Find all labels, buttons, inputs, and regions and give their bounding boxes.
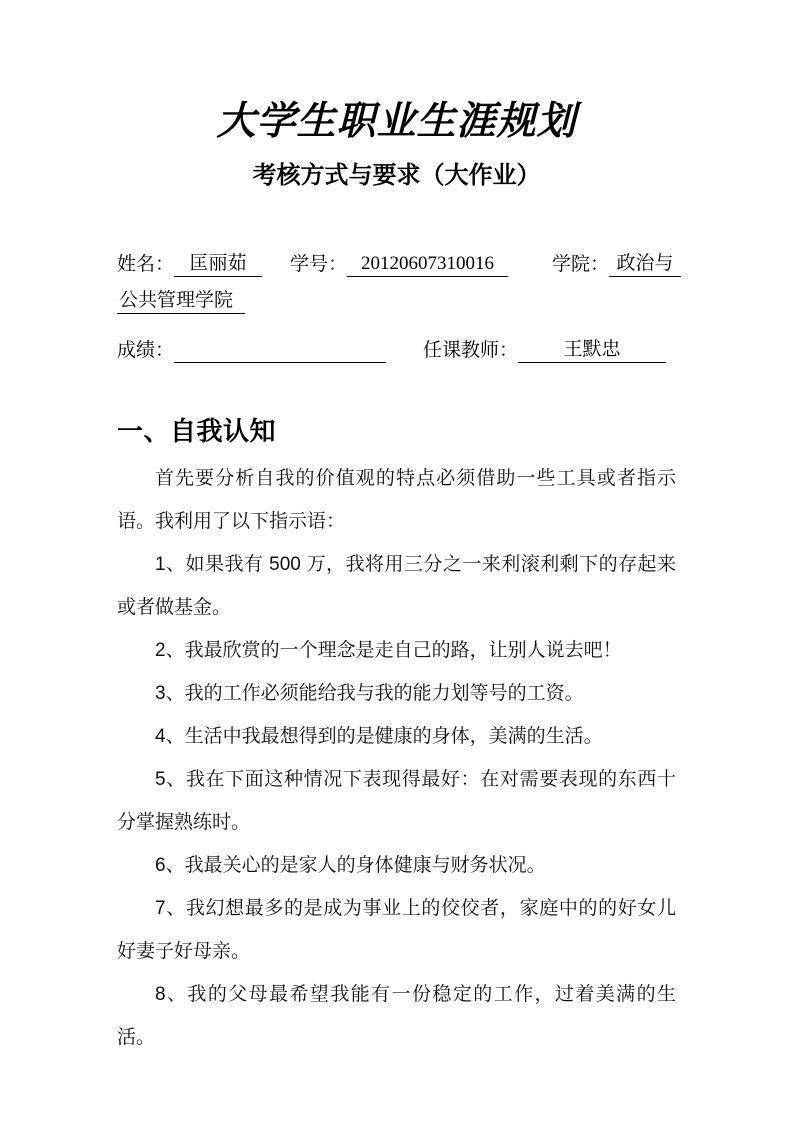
- score-value-blank: [174, 337, 386, 363]
- info-line-3: [117, 337, 676, 363]
- name-value: 匡丽茹: [174, 251, 262, 277]
- info-block: [117, 251, 676, 363]
- list-item: 3、我的工作必须能给我与我的能力划等号的工资。: [155, 682, 584, 704]
- student-id-value: 20120607310016: [347, 251, 508, 277]
- list-item: 1、如果我有 500 万，我将用三分之一来利滚利剩下的存起来或者做基金。: [117, 553, 676, 618]
- info-line-1: [117, 251, 676, 277]
- student-id-label: 学号：: [290, 254, 348, 276]
- body-text: [117, 457, 676, 1059]
- list-item: 2、我最欣赏的一个理念是走自己的路，让别人说去吧！: [155, 639, 622, 661]
- list-item: 6、我最关心的是家人的身体健康与财务状况。: [155, 854, 546, 876]
- list-item: 8、我的父母最希望我能有一份稳定的工作，过着美满的生活。: [117, 983, 676, 1048]
- name-label: 姓名：: [117, 254, 175, 276]
- list-item: 4、生活中我最想得到的是健康的身体，美满的生活。: [155, 725, 603, 747]
- teacher-value: 王默忠: [518, 337, 666, 363]
- college-value-line2: 公共管理学院: [117, 288, 245, 314]
- college-label: 学院：: [552, 254, 610, 276]
- score-label: 成绩：: [117, 340, 175, 362]
- college-value-line1: 政治与: [609, 251, 681, 277]
- doc-subtitle: 考核方式与要求（大作业）: [252, 161, 541, 189]
- doc-title: 大学生职业生涯规划: [216, 98, 577, 144]
- intro-paragraph: 首先要分析自我的价值观的特点必须借助一些工具或者指示语。我利用了以下指示语：: [117, 467, 676, 532]
- list-item: 7、我幻想最多的是成为事业上的佼佼者，家庭中的的好女儿好妻子好母亲。: [117, 897, 676, 962]
- section-heading: 一、自我认知: [117, 416, 277, 447]
- list-item: 5、我在下面这种情况下表现得最好：在对需要表现的东西十分掌握熟练时。: [117, 768, 676, 833]
- teacher-label: 任课教师：: [423, 340, 519, 362]
- info-line-2: [117, 288, 676, 314]
